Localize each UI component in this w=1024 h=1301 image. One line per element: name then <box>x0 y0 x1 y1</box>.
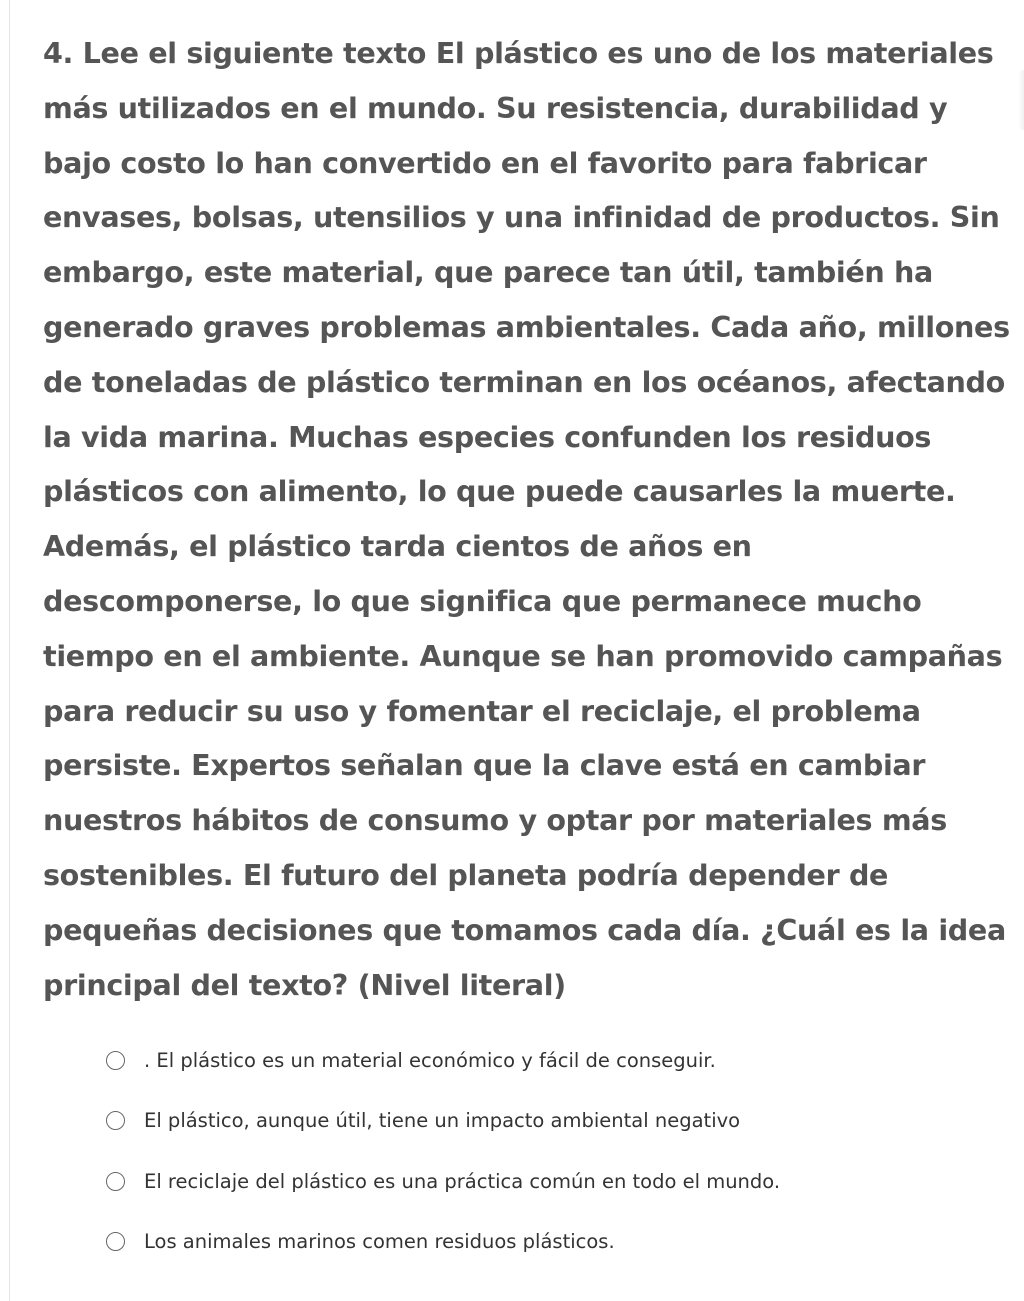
right-edge-shadow <box>1018 70 1024 130</box>
answer-option-label[interactable]: . El plástico es un material económico y fácil de conseguir. <box>144 1048 716 1072</box>
radio-button-icon[interactable] <box>106 1232 125 1251</box>
left-divider <box>9 0 10 1301</box>
radio-button-icon[interactable] <box>106 1172 125 1191</box>
answer-option-2[interactable] <box>106 1091 986 1152</box>
answer-option-label[interactable]: Los animales marinos comen residuos plásticos. <box>144 1230 615 1254</box>
answer-option-4[interactable] <box>106 1212 986 1273</box>
answer-options <box>106 1030 986 1272</box>
radio-button-icon[interactable] <box>106 1111 125 1130</box>
answer-option-3[interactable] <box>106 1151 986 1212</box>
answer-option-label[interactable]: El reciclaje del plástico es una práctica común en todo el mundo. <box>144 1169 781 1193</box>
question-text: 4. Lee el siguiente texto El plástico es uno de los materiales más utilizados en el mundo. Su resistencia, durabilidad y bajo costo lo han convertido en el favorito para fabricar envases, bolsas, utensilios y una infinidad de productos. Sin embargo, este material, que parece tan útil, también ha generado graves problemas ambientales. Cada año, millones de toneladas de plástico terminan en los océanos, afectando la vida marina. Muchas especies confunden los residuos plásticos con alimento, lo que puede causarles la muerte. Además, el plástico tarda cientos de años en descomponerse, lo que significa que permanece mucho tiempo en el ambiente. Aunque se han promovido campañas para reducir su uso y fomentar el reciclaje, el problema persiste. Expertos señalan que la clave está en cambiar nuestros hábitos de consumo y optar por materiales más sostenibles. El futuro del planeta podría depender de pequeñas decisiones que tomamos cada día. ¿Cuál es la idea principal del texto? (Nivel literal) <box>43 36 1010 1002</box>
radio-button-icon[interactable] <box>106 1051 125 1070</box>
answer-option-label[interactable]: El plástico, aunque útil, tiene un impacto ambiental negativo <box>144 1109 741 1133</box>
answer-option-1[interactable] <box>106 1030 986 1091</box>
